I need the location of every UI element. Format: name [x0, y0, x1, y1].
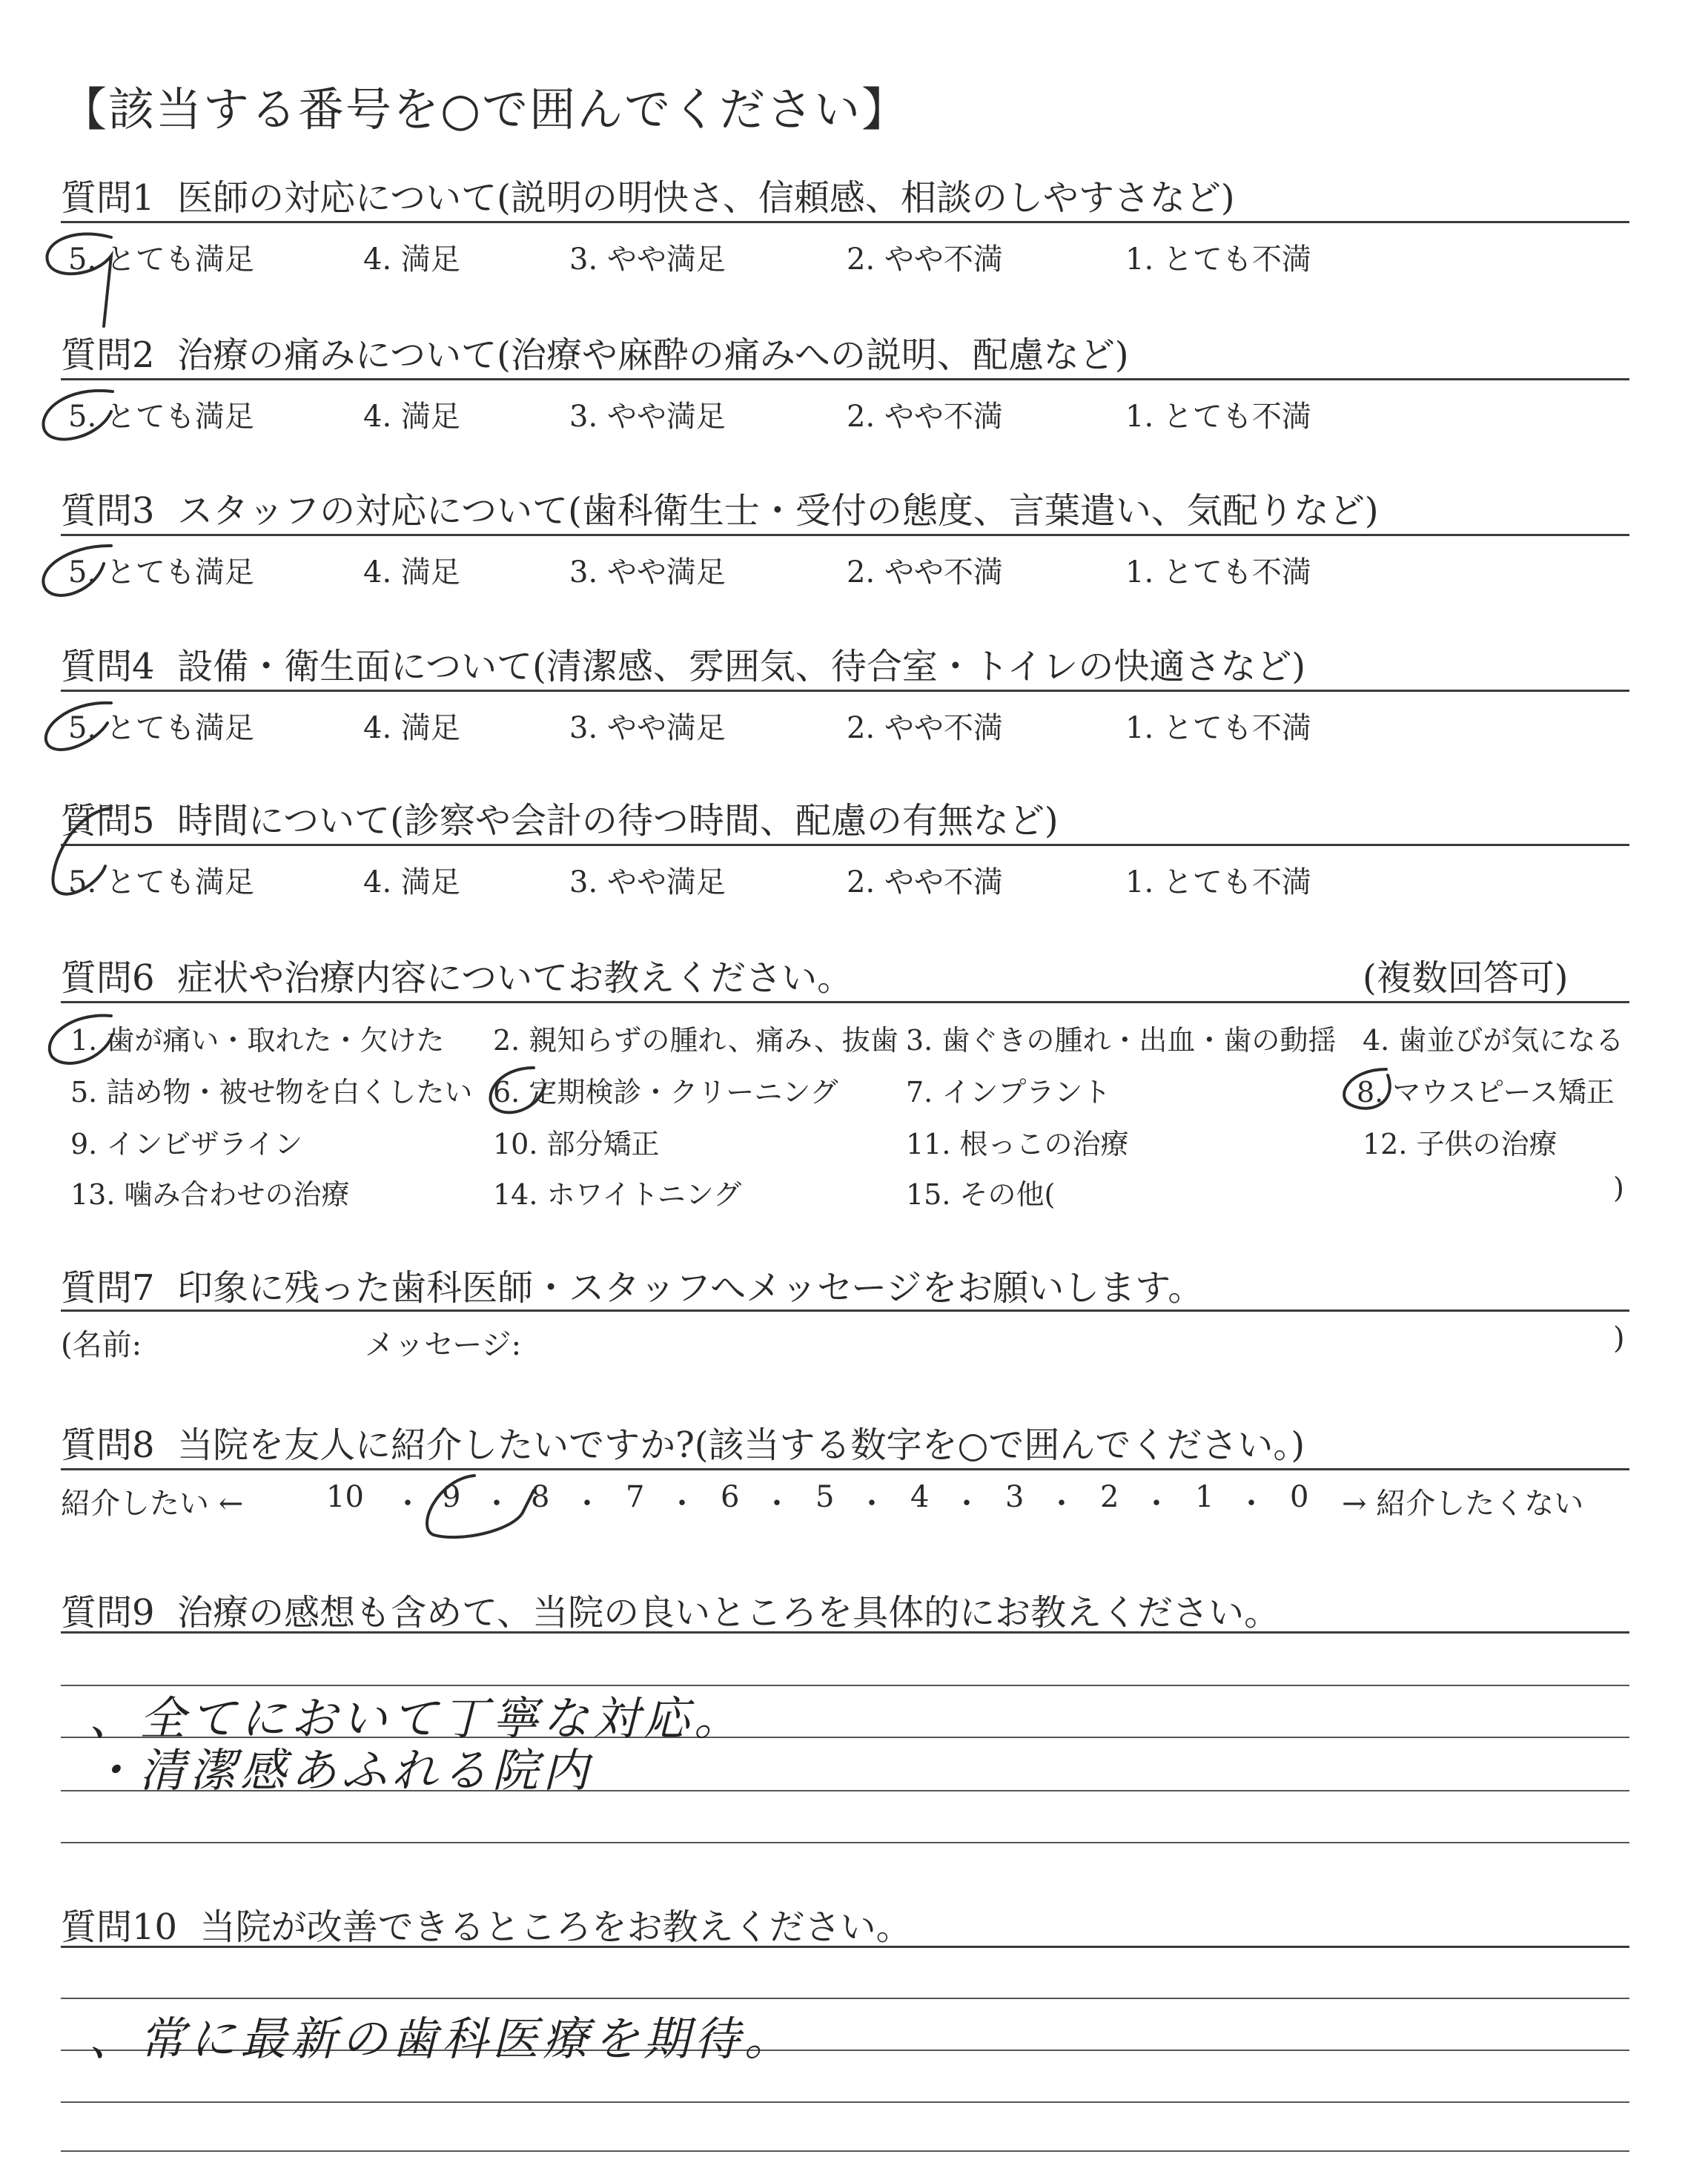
recommend-right-label: → 紹介したくない — [1342, 1487, 1584, 1521]
q3-option-2[interactable]: 2. やや不満 — [847, 555, 1003, 589]
q5-option-2[interactable]: 2. やや不満 — [847, 865, 1003, 899]
scale-5[interactable]: 5 — [815, 1480, 835, 1514]
scale-10[interactable]: 10 — [326, 1480, 364, 1514]
scale-4[interactable]: 4 — [910, 1480, 930, 1514]
question-1-label: 質問1 医師の対応について(説明の明快さ、信頼感、相談のしやすさなど) — [61, 177, 1235, 219]
q7-name-label: (名前: — [61, 1328, 142, 1362]
q6-option-4[interactable]: 4. 歯並びが気になる — [1363, 1024, 1624, 1057]
scale-dot: ・ — [572, 1487, 602, 1521]
q4-option-1[interactable]: 1. とても不満 — [1125, 711, 1311, 745]
q3-option-3[interactable]: 3. やや満足 — [569, 555, 726, 589]
q6-option-11[interactable]: 11. 根っこの治療 — [906, 1128, 1129, 1160]
q1-option-5[interactable]: 5. とても満足 — [68, 242, 254, 277]
scale-dot: ・ — [393, 1487, 423, 1521]
question-4-label: 質問4 設備・衛生面について(清潔感、雰囲気、待合室・トイレの快適さなど) — [61, 646, 1306, 687]
q4-option-4[interactable]: 4. 満足 — [363, 711, 460, 745]
question-6-label: 質問6 症状や治療内容についてお教えください。 — [61, 957, 853, 999]
q6-option-13[interactable]: 13. 噛み合わせの治療 — [70, 1178, 350, 1211]
q6-option-2[interactable]: 2. 親知らずの腫れ、痛み、抜歯 — [493, 1024, 898, 1057]
scale-6[interactable]: 6 — [721, 1480, 740, 1514]
q1-option-3[interactable]: 3. やや満足 — [569, 242, 726, 277]
q6-option-7[interactable]: 7. インプラント — [906, 1076, 1111, 1109]
divider — [61, 844, 1629, 846]
survey-header: 【該当する番号を○で囲んでください】 — [61, 82, 910, 136]
q6-option-3[interactable]: 3. 歯ぐきの腫れ・出血・歯の動揺 — [906, 1024, 1337, 1057]
question-7-label: 質問7 印象に残った歯科医師・スタッフへメッセージをお願いします。 — [61, 1267, 1204, 1309]
writing-line — [61, 1842, 1629, 1843]
question-3-label: 質問3 スタッフの対応について(歯科衛生士・受付の態度、言葉遣い、気配りなど) — [61, 490, 1379, 532]
q5-option-5[interactable]: 5. とても満足 — [68, 865, 254, 899]
divider — [61, 378, 1629, 380]
divider — [61, 1946, 1629, 1948]
question-2-label: 質問2 治療の痛みについて(治療や麻酔の痛みへの説明、配慮など) — [61, 334, 1129, 376]
scale-dot: ・ — [1142, 1487, 1171, 1521]
q5-option-1[interactable]: 1. とても不満 — [1125, 865, 1311, 899]
divider — [61, 690, 1629, 692]
question-9-label: 質問9 治療の感想も含めて、当院の良いところを具体的にお教えください。 — [61, 1592, 1280, 1634]
q9-handwritten-answer-2: ・清潔感あふれる院内 — [89, 1743, 594, 1797]
q7-message-label: メッセージ: — [365, 1328, 522, 1362]
q4-option-5[interactable]: 5. とても満足 — [68, 711, 254, 745]
q1-option-2[interactable]: 2. やや不満 — [847, 242, 1003, 277]
divider — [61, 1309, 1629, 1312]
question-5-label: 質問5 時間について(診察や会計の待つ時間、配慮の有無など) — [61, 800, 1059, 842]
q6-option-1[interactable]: 1. 歯が痛い・取れた・欠けた — [70, 1024, 445, 1057]
scale-dot: ・ — [1047, 1487, 1076, 1521]
scale-9[interactable]: 9 — [442, 1480, 461, 1514]
q2-option-5[interactable]: 5. とても満足 — [68, 400, 254, 434]
q1-option-1[interactable]: 1. とても不満 — [1125, 242, 1311, 277]
q3-option-5[interactable]: 5. とても満足 — [68, 555, 254, 589]
question-8-label: 質問8 当院を友人に紹介したいですか?(該当する数字を○で囲んでください。) — [61, 1424, 1305, 1466]
q5-option-4[interactable]: 4. 満足 — [363, 865, 460, 899]
divider — [61, 534, 1629, 536]
scale-7[interactable]: 7 — [626, 1480, 645, 1514]
q9-handwritten-answer-1: 、全てにおいて丁寧な対応。 — [89, 1691, 745, 1745]
scale-8[interactable]: 8 — [531, 1480, 550, 1514]
q4-option-3[interactable]: 3. やや満足 — [569, 711, 726, 745]
writing-line — [61, 2101, 1629, 2103]
scale-dot: ・ — [857, 1487, 887, 1521]
q6-other-close-paren: ) — [1613, 1172, 1624, 1204]
scale-1[interactable]: 1 — [1195, 1480, 1214, 1514]
scale-2[interactable]: 2 — [1100, 1480, 1119, 1514]
q2-option-1[interactable]: 1. とても不満 — [1125, 400, 1311, 434]
recommend-left-label: 紹介したい ← — [61, 1487, 244, 1521]
q3-option-4[interactable]: 4. 満足 — [363, 555, 460, 589]
q3-option-1[interactable]: 1. とても不満 — [1125, 555, 1311, 589]
question-10-label: 質問10 当院が改善できるところをお教えください。 — [61, 1906, 912, 1948]
q6-option-14[interactable]: 14. ホワイトニング — [493, 1178, 742, 1211]
writing-line — [61, 2150, 1629, 2152]
divider — [61, 221, 1629, 223]
scale-dot: ・ — [762, 1487, 792, 1521]
q6-option-6[interactable]: 6. 定期検診・クリーニング — [493, 1076, 838, 1109]
q6-option-5[interactable]: 5. 詰め物・被せ物を白くしたい — [70, 1076, 473, 1109]
writing-line — [61, 1998, 1629, 1999]
q2-option-2[interactable]: 2. やや不満 — [847, 400, 1003, 434]
multiple-answers-note: (複数回答可) — [1363, 957, 1569, 999]
divider — [61, 1001, 1629, 1003]
q2-option-3[interactable]: 3. やや満足 — [569, 400, 726, 434]
scale-dot: ・ — [667, 1487, 697, 1521]
divider — [61, 1631, 1629, 1634]
q6-option-15[interactable]: 15. その他( — [906, 1178, 1056, 1211]
q6-option-12[interactable]: 12. 子供の治療 — [1363, 1128, 1558, 1160]
scale-dot: ・ — [952, 1487, 982, 1521]
q7-close-paren: ) — [1613, 1321, 1625, 1355]
q6-option-9[interactable]: 9. インビザライン — [70, 1128, 303, 1160]
scale-0[interactable]: 0 — [1290, 1480, 1309, 1514]
scale-dot: ・ — [482, 1487, 512, 1521]
q10-handwritten-answer-1: 、常に最新の歯科医療を期待。 — [89, 2012, 795, 2066]
q6-option-8[interactable]: 8. マウスピース矯正 — [1357, 1076, 1615, 1109]
scale-3[interactable]: 3 — [1005, 1480, 1025, 1514]
q4-option-2[interactable]: 2. やや不満 — [847, 711, 1003, 745]
q1-option-4[interactable]: 4. 満足 — [363, 242, 460, 277]
q6-option-10[interactable]: 10. 部分矯正 — [493, 1128, 660, 1160]
q5-option-3[interactable]: 3. やや満足 — [569, 865, 726, 899]
scale-dot: ・ — [1237, 1487, 1266, 1521]
q2-option-4[interactable]: 4. 満足 — [363, 400, 460, 434]
divider — [61, 1468, 1629, 1470]
